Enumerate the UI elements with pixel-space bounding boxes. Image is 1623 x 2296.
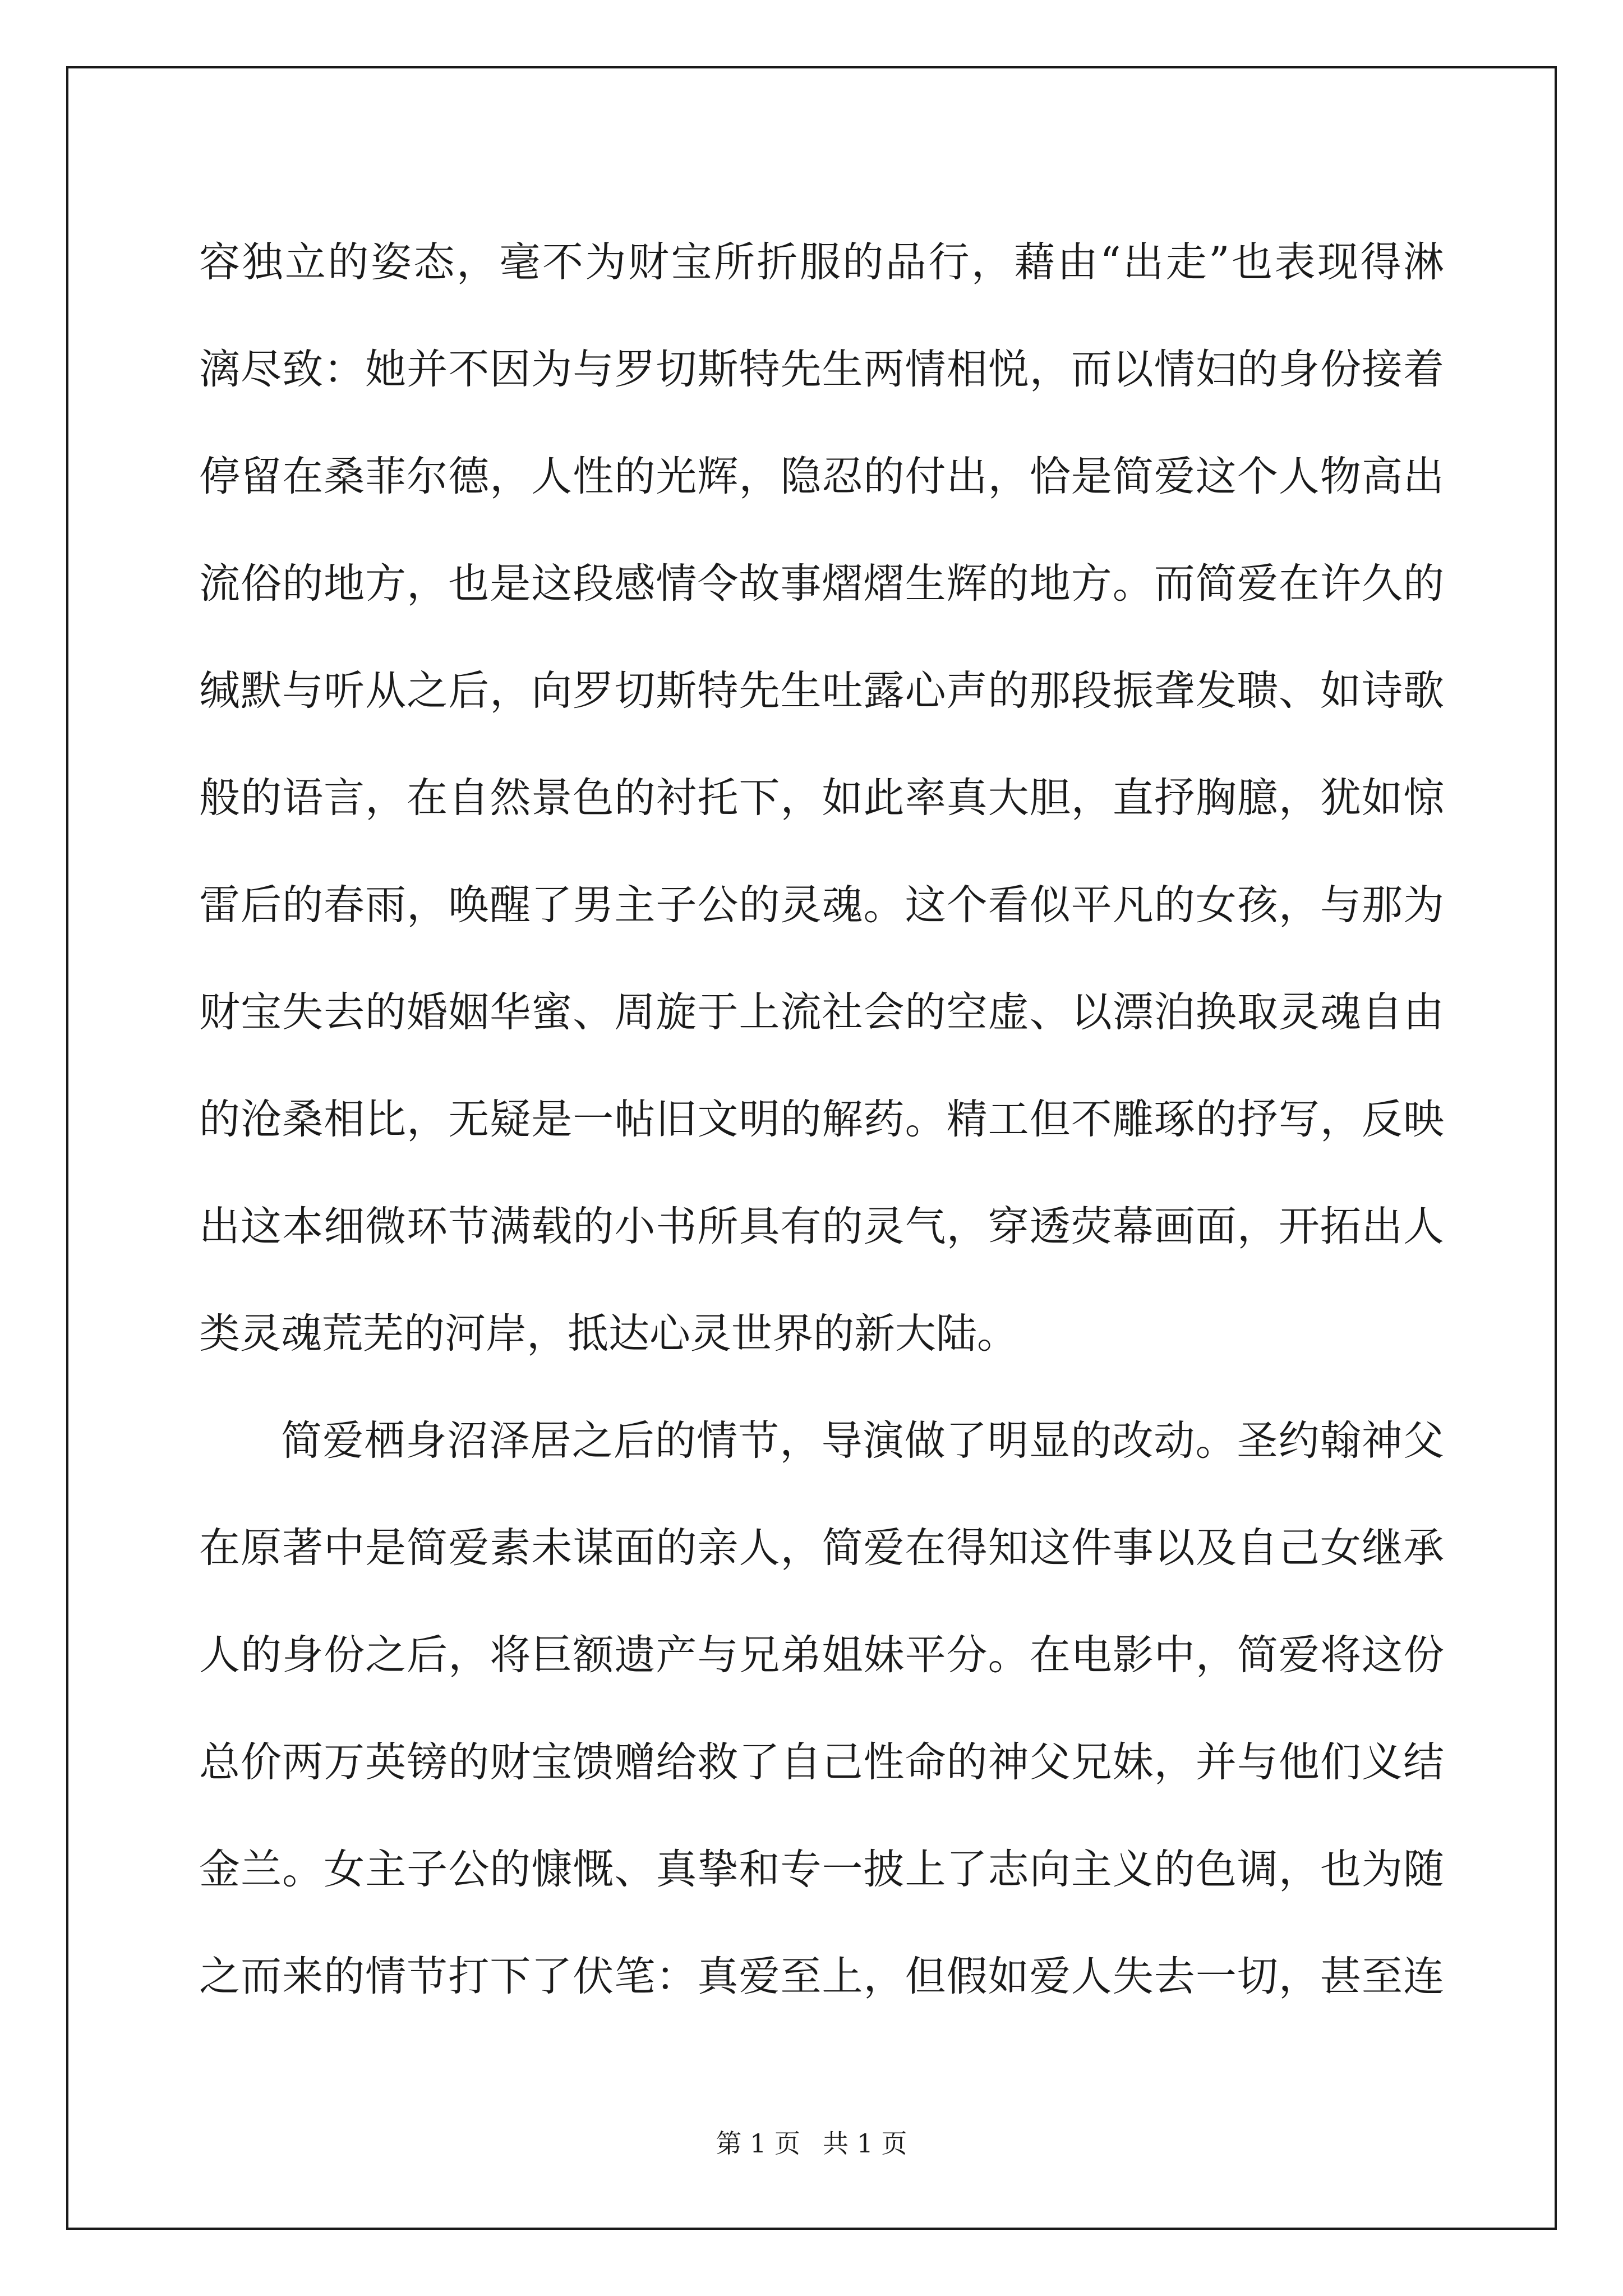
text-line: 雷后的春雨，唤醒了男主子公的灵魂。这个看似平凡的女孩，与那为 — [199, 881, 1444, 929]
text-line: 金兰。女主子公的慷慨、真挚和专一披上了志向主义的色调，也为随 — [199, 1846, 1444, 1893]
text-line: 漓尽致：她并不因为与罗切斯特先生两情相悦，而以情妇的身份接着 — [199, 346, 1444, 393]
text-line: 之而来的情节打下了伏笔：真爱至上，但假如爱人失去一切，甚至连 — [199, 1953, 1444, 2000]
text-line: 财宝失去的婚姻华蜜、周旋于上流社会的空虚、以漂泊换取灵魂自由 — [199, 988, 1444, 1036]
text-line: 般的语言，在自然景色的衬托下，如此率真大胆，直抒胸臆，犹如惊 — [199, 774, 1444, 822]
document-body — [199, 209, 1444, 2030]
text-line: 人的身份之后，将巨额遗产与兄弟姐妹平分。在电影中，简爱将这份 — [199, 1631, 1444, 1679]
text-line: 出这本细微环节满载的小书所具有的灵气，穿透荧幕画面，开拓出人 — [199, 1203, 1444, 1250]
paragraph-first-line: 简爱栖身沼泽居之后的情节，导演做了明显的改动。圣约翰神父 — [281, 1417, 1444, 1465]
text-line: 类灵魂荒芜的河岸，抵达心灵世界的新大陆。 — [199, 1310, 1018, 1358]
text-line: 的沧桑相比，无疑是一帖旧文明的解药。精工但不雕琢的抒写，反映 — [199, 1096, 1444, 1143]
page-number: 第 1 页 — [716, 2128, 800, 2159]
page-total: 共 1 页 — [823, 2128, 907, 2159]
page-footer — [0, 2123, 1623, 2160]
text-line: 容独立的姿态，毫不为财宝所折服的品行，藉由“出走”也表现得淋 — [199, 238, 1444, 286]
text-line: 停留在桑菲尔德，人性的光辉，隐忍的付出，恰是简爱这个人物高出 — [199, 453, 1444, 500]
text-line: 流俗的地方，也是这段感情令故事熠熠生辉的地方。而简爱在许久的 — [199, 560, 1444, 608]
text-line: 缄默与听从之后，向罗切斯特先生吐露心声的那段振聋发聩、如诗歌 — [199, 667, 1444, 715]
text-line: 在原著中是简爱素未谋面的亲人，简爱在得知这件事以及自己女继承 — [199, 1524, 1444, 1572]
text-line: 总价两万英镑的财宝馈赠给救了自己性命的神父兄妹，并与他们义结 — [199, 1738, 1444, 1786]
